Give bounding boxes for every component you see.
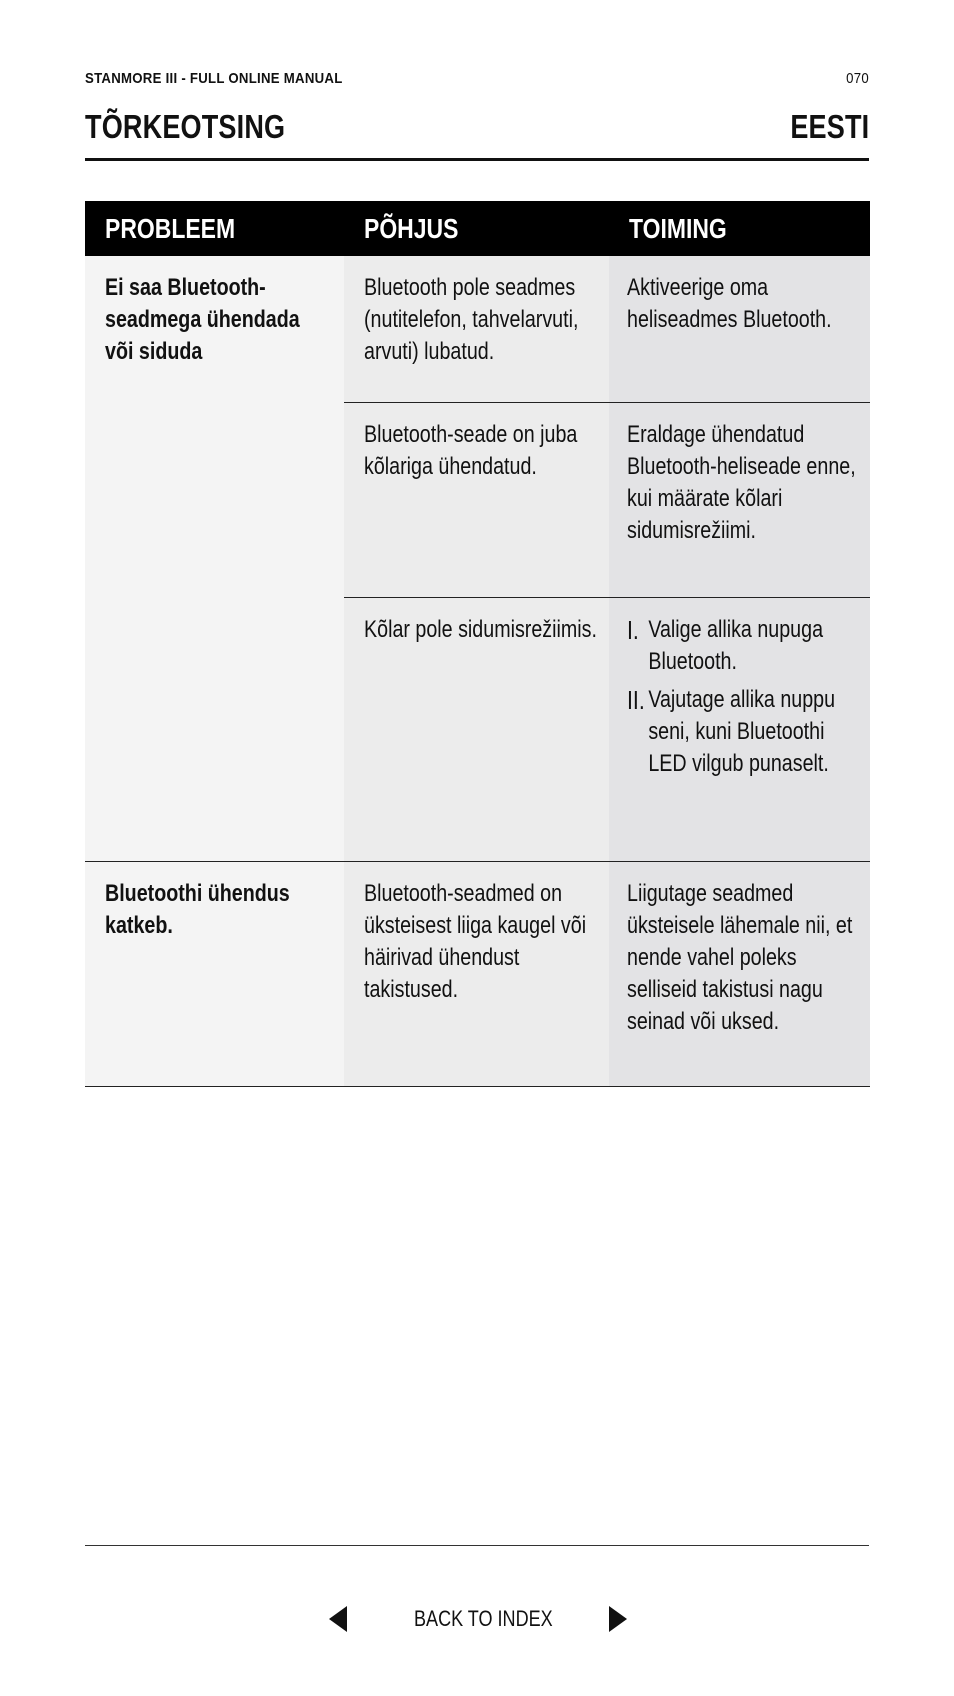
problem-cell [85, 256, 344, 861]
running-header [85, 68, 869, 88]
step-number: I. [627, 615, 639, 645]
cause-cell [344, 403, 609, 597]
action-text: Aktiveerige oma heliseadmes Bluetooth. [627, 274, 832, 333]
back-to-index-link[interactable]: BACK TO INDEX [414, 1606, 553, 1631]
list-item [627, 614, 865, 678]
step-text: Vajutage allika nuppu seni, kuni Bluetoothi LED vilgub punaselt. [648, 686, 836, 777]
cause-text: Kõlar pole sidumisrežiimis. [364, 616, 597, 643]
table-header [85, 201, 870, 256]
triangle-right-icon[interactable] [609, 1606, 627, 1632]
action-text: Liigutage seadmed üksteisele lähemale nii, et nende vahel poleks selliseid takistusi nagu seinad või uksed. [627, 880, 853, 1035]
problem-group [85, 862, 870, 1087]
problem-cell [85, 862, 344, 1086]
step-text: Valige allika nupuga Bluetooth. [648, 616, 824, 675]
problem-text: Ei saa Bluetooth-seadmega ühendada või siduda [105, 274, 300, 365]
cause-text: Bluetooth pole seadmes (nutitelefon, tahvelarvuti, arvuti) lubatud. [364, 274, 579, 365]
triangle-left-icon[interactable] [329, 1606, 347, 1632]
language-label: EESTI [789, 108, 869, 145]
table-row [344, 598, 870, 861]
cause-text: Bluetooth-seadmed on üksteisest liiga kaugel või häirivad ühendust takistused. [364, 880, 587, 1003]
cause-cell [344, 598, 609, 861]
action-text: Eraldage ühendatud Bluetooth-heliseade enne, kui määrate kõlari sidumisrežiimi. [627, 421, 856, 544]
table-row [344, 256, 870, 403]
list-item [627, 684, 865, 780]
cause-action-rows [344, 862, 870, 1086]
section-title-bar [85, 108, 869, 161]
action-cell [609, 256, 870, 402]
table-row [344, 862, 870, 1086]
column-header-problem: PROBLEEM [105, 212, 236, 244]
action-cell [609, 862, 870, 1086]
action-steps-list [627, 614, 865, 780]
manual-title: STANMORE III - FULL ONLINE MANUAL [85, 69, 343, 87]
section-title: TÕRKEOTSING [85, 108, 286, 145]
cause-cell [344, 862, 609, 1086]
cause-text: Bluetooth-seade on juba kõlariga ühendatud. [364, 421, 578, 480]
cause-action-rows [344, 256, 870, 861]
action-cell [609, 598, 870, 861]
footer-divider [85, 1545, 869, 1546]
troubleshooting-table [85, 201, 870, 1087]
problem-text: Bluetoothi ühendus katkeb. [105, 880, 290, 939]
cause-cell [344, 256, 609, 402]
problem-group [85, 256, 870, 862]
action-cell [609, 403, 870, 597]
column-header-action: TOIMING [629, 212, 727, 244]
step-number: II. [627, 685, 645, 715]
page-number: 070 [846, 69, 869, 87]
column-header-cause: PÕHJUS [364, 212, 459, 244]
footer-navigation [0, 1598, 954, 1638]
table-row [344, 403, 870, 598]
